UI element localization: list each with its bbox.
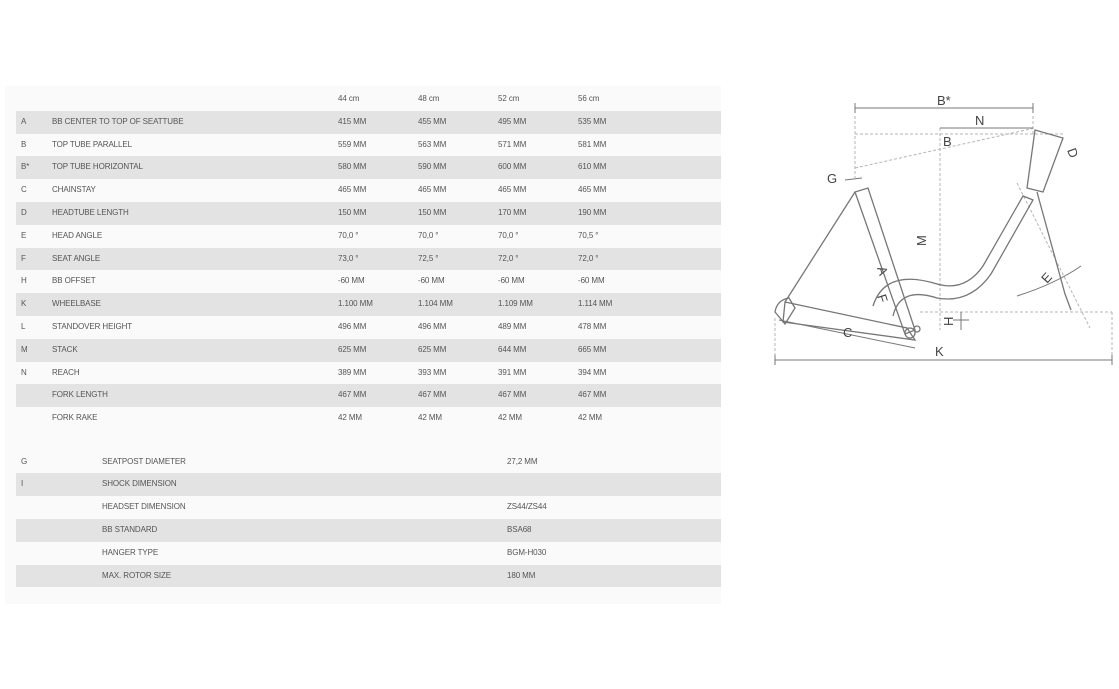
row-label: FORK LENGTH (52, 390, 108, 400)
row-value: 394 MM (578, 367, 607, 377)
row-value: 190 MM (578, 208, 607, 217)
row-code: H (21, 276, 27, 286)
row-value: 42 MM (418, 413, 442, 423)
table-row (16, 384, 721, 407)
row-value: 581 MM (578, 139, 607, 149)
table-row (16, 134, 721, 157)
row-value: 72,0 ° (498, 253, 519, 263)
spec-label: HANGER TYPE (102, 547, 159, 557)
row-label: HEAD ANGLE (52, 230, 103, 240)
table-row (16, 407, 721, 430)
row-value: 70,0 ° (338, 230, 359, 240)
label-h: H (941, 316, 956, 326)
row-value: 590 MM (418, 162, 447, 172)
spec-value: BGM-H030 (507, 547, 547, 557)
geometry-table-panel (5, 86, 721, 604)
row-value: 70,5 ° (578, 230, 599, 240)
row-label: BB OFFSET (52, 276, 96, 286)
row-value: 150 MM (338, 208, 367, 217)
row-code: A (21, 116, 27, 126)
spec-row (16, 519, 721, 542)
row-code: F (21, 253, 26, 263)
table-row (16, 111, 721, 134)
table-row (16, 339, 721, 362)
frame-diagram-svg (765, 88, 1117, 378)
spec-label: BB STANDARD (102, 524, 158, 534)
table-row (16, 248, 721, 271)
row-code: L (21, 322, 26, 331)
row-value: 72,0 ° (578, 253, 599, 263)
row-value: 170 MM (498, 208, 527, 217)
frame-outline (775, 130, 1071, 340)
row-value: 625 MM (418, 344, 447, 354)
label-k: K (935, 344, 944, 359)
spec-value: 180 MM (507, 570, 536, 580)
row-value: 1.104 MM (418, 299, 453, 309)
size-header: 56 cm (578, 94, 600, 103)
row-value: 467 MM (338, 390, 367, 400)
row-code: B (21, 139, 27, 149)
row-value: 489 MM (498, 322, 527, 331)
spec-value: 27,2 MM (507, 456, 538, 466)
row-code: D (21, 208, 27, 217)
row-value: -60 MM (418, 276, 445, 286)
row-value: 455 MM (418, 116, 447, 126)
label-b-star: B* (937, 93, 951, 108)
row-label: BB CENTER TO TOP OF SEATTUBE (52, 116, 184, 126)
label-b: B (943, 134, 952, 149)
spec-code: I (21, 479, 24, 489)
row-value: 465 MM (338, 185, 367, 195)
row-value: 467 MM (578, 390, 607, 400)
table-row (16, 362, 721, 385)
row-label: TOP TUBE PARALLEL (52, 139, 132, 149)
row-value: -60 MM (338, 276, 365, 286)
size-header: 52 cm (498, 94, 520, 103)
label-c: C (843, 325, 853, 340)
label-n: N (975, 113, 985, 128)
spec-row (16, 542, 721, 565)
row-value: 70,0 ° (498, 230, 519, 240)
row-value: 42 MM (578, 413, 602, 423)
row-value: 70,0 ° (418, 230, 439, 240)
row-label: STANDOVER HEIGHT (52, 322, 133, 331)
label-m: M (914, 235, 929, 246)
spec-row (16, 451, 721, 474)
row-code: N (21, 367, 27, 377)
table-row (16, 202, 721, 225)
row-label: HEADTUBE LENGTH (52, 208, 129, 217)
spec-label: MAX. ROTOR SIZE (102, 570, 172, 580)
row-value: 610 MM (578, 162, 607, 172)
row-value: 644 MM (498, 344, 527, 354)
spec-label: SHOCK DIMENSION (102, 479, 177, 489)
row-value: 496 MM (418, 322, 447, 331)
row-value: 563 MM (418, 139, 447, 149)
row-label: REACH (52, 367, 80, 377)
label-e: E (1038, 269, 1056, 287)
row-code: E (21, 230, 27, 240)
row-label: WHEELBASE (52, 299, 101, 309)
row-value: 1.109 MM (498, 299, 533, 309)
size-header-row (16, 88, 721, 111)
row-value: 72,5 ° (418, 253, 439, 263)
row-value: 42 MM (498, 413, 522, 423)
table-row (16, 293, 721, 316)
table-row (16, 270, 721, 293)
row-value: 535 MM (578, 116, 607, 126)
spec-code: G (21, 456, 28, 466)
row-code: M (21, 344, 28, 354)
size-header: 44 cm (338, 94, 360, 103)
row-value: 571 MM (498, 139, 527, 149)
spec-row (16, 496, 721, 519)
spec-label: SEATPOST DIAMETER (102, 456, 186, 466)
row-value: 467 MM (498, 390, 527, 400)
label-g: G (827, 171, 838, 186)
row-code: C (21, 185, 27, 195)
row-label: CHAINSTAY (52, 185, 96, 195)
table-row (16, 179, 721, 202)
frame-geometry-diagram (765, 88, 1117, 378)
spec-value: ZS44/ZS44 (507, 502, 547, 512)
row-value: 465 MM (418, 185, 447, 195)
row-value: 415 MM (338, 116, 367, 126)
row-value: 150 MM (418, 208, 447, 217)
row-value: 600 MM (498, 162, 527, 172)
row-value: 478 MM (578, 322, 607, 331)
row-value: 465 MM (578, 185, 607, 195)
row-value: 1.114 MM (578, 299, 613, 309)
row-value: 625 MM (338, 344, 367, 354)
row-value: -60 MM (498, 276, 525, 286)
row-label: FORK RAKE (52, 413, 98, 423)
label-a: A (874, 264, 892, 278)
row-value: 465 MM (498, 185, 527, 195)
row-value: 391 MM (498, 367, 527, 377)
size-header: 48 cm (418, 94, 440, 103)
row-label: SEAT ANGLE (52, 253, 101, 263)
label-f: F (874, 292, 891, 305)
row-value: 496 MM (338, 322, 367, 331)
row-value: 42 MM (338, 413, 362, 423)
row-label: TOP TUBE HORIZONTAL (52, 162, 143, 172)
spec-row (16, 473, 721, 496)
table-row (16, 225, 721, 248)
row-value: 389 MM (338, 367, 367, 377)
row-label: STACK (52, 344, 78, 354)
row-value: 580 MM (338, 162, 367, 172)
spec-label: HEADSET DIMENSION (102, 502, 186, 512)
row-value: 559 MM (338, 139, 367, 149)
table-row (16, 156, 721, 179)
row-value: 495 MM (498, 116, 527, 126)
row-value: 467 MM (418, 390, 447, 400)
row-code: K (21, 299, 27, 309)
table-row (16, 316, 721, 339)
label-d: D (1064, 145, 1082, 160)
row-value: 393 MM (418, 367, 447, 377)
spec-row (16, 565, 721, 588)
spec-value: BSA68 (507, 524, 532, 534)
row-value: -60 MM (578, 276, 605, 286)
row-code: B* (21, 162, 30, 172)
row-value: 665 MM (578, 344, 607, 354)
row-value: 73,0 ° (338, 253, 359, 263)
row-value: 1.100 MM (338, 299, 373, 309)
